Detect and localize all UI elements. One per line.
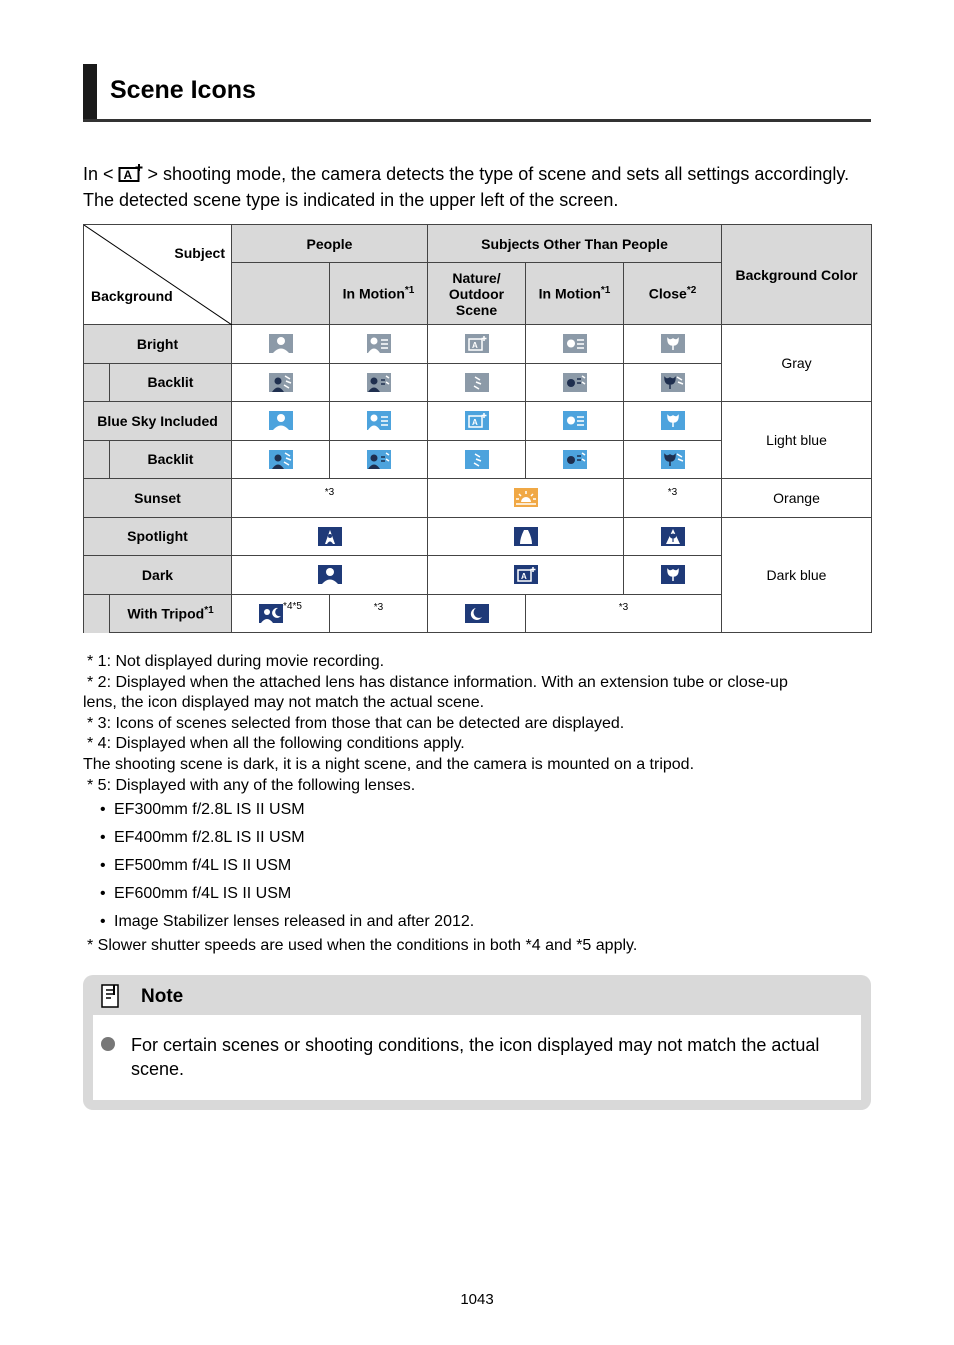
note-bullet	[101, 1037, 115, 1051]
col-people: People	[232, 225, 428, 263]
sub-other-in-motion: In Motion$^{*1}$	[526, 263, 624, 325]
footnote-4: * 4: Displayed when all the following conditions apply.	[87, 735, 465, 753]
sub-nature-outdoor: Nature/ Outdoor Scene	[428, 263, 526, 325]
portrait-dark-icon	[318, 565, 342, 584]
corner-background: Background	[91, 288, 173, 304]
footnote-1: * 1: Not displayed during movie recording.	[87, 653, 385, 670]
landscape-backlit-blue-icon	[465, 450, 489, 469]
list-item: • EF300mm f/2.8L IS II USM	[100, 801, 305, 819]
footnotes	[83, 652, 873, 957]
macro-backlit-blue-icon	[661, 450, 685, 469]
spotlight-macro-icon	[661, 527, 685, 546]
row-bright-backlit: Backlit	[110, 363, 232, 402]
bgcolor-orange: Orange	[722, 479, 872, 518]
footnote-2: * 2: Displayed when the attached lens has distance information. With an extension tube or close-up	[87, 673, 788, 691]
row-dark: Dark	[84, 556, 232, 595]
sub-people-blank	[232, 263, 330, 325]
note-title: Note	[141, 986, 184, 1007]
sub-people-in-motion: In Motion$^{*1}$	[330, 263, 428, 325]
object-motion-backlit-gray-icon	[563, 373, 587, 392]
sunset-people-cell: *3	[232, 479, 428, 518]
portrait-backlit-gray-icon	[269, 373, 293, 392]
tripod-landscape-cell	[428, 594, 526, 633]
corner-subject: Subject	[174, 245, 225, 261]
svg-text:A: A	[123, 168, 132, 182]
night-portrait-icon	[259, 604, 283, 623]
corner-header	[84, 225, 232, 325]
landscape-gray-icon	[465, 334, 489, 353]
scene-intelligent-auto-icon	[118, 163, 144, 189]
row-blue-sky: Blue Sky Included	[84, 402, 232, 441]
list-item: • EF600mm f/4L IS II USM	[100, 885, 292, 903]
portrait-motion-blue-icon	[367, 411, 391, 430]
macro-gray-icon	[661, 334, 685, 353]
object-motion-backlit-blue-icon	[563, 450, 587, 469]
row-sunset: Sunset	[84, 479, 232, 518]
object-motion-gray-icon	[563, 334, 587, 353]
intro-after: > shooting mode, the camera detects the type of scene and sets all settings accordingly. The detected scene type is indicated in the upper left of the screen.	[83, 164, 850, 210]
note-icon	[100, 984, 120, 1013]
portrait-backlit-blue-icon	[269, 450, 293, 469]
svg-text:A: A	[471, 341, 478, 351]
portrait-motion-backlit-gray-icon	[367, 373, 391, 392]
note-body	[93, 1015, 861, 1100]
bgcolor-dark-blue: Dark blue	[722, 517, 872, 633]
footnote-5: * 5: Displayed with any of the following lenses.	[87, 776, 416, 794]
list-item: • EF400mm f/2.8L IS II USM	[100, 829, 305, 847]
spotlight-portrait-icon	[318, 527, 342, 546]
heading-bar	[83, 64, 97, 119]
tripod-other-cell: *3	[526, 594, 722, 633]
footnote-slower: * Slower shutter speeds are used when the conditions in both *4 and *5 apply.	[87, 937, 638, 955]
landscape-backlit-gray-icon	[465, 373, 489, 392]
row-with-tripod: With Tripod$^{*1}$	[110, 594, 232, 633]
page-number: 1043	[460, 1291, 494, 1308]
sub-close: Close$^{*2}$	[624, 263, 722, 325]
tripod-portrait-motion-cell: *3	[330, 594, 428, 633]
bgcolor-light-blue: Light blue	[722, 402, 872, 479]
night-scene-icon	[465, 604, 489, 623]
sunset-orange-icon	[514, 488, 538, 507]
landscape-blue-icon	[465, 411, 489, 430]
page-title: Scene Icons	[110, 76, 256, 104]
sunset-close-cell: *3	[624, 479, 722, 518]
sunset-other-cell	[428, 479, 624, 518]
bgcolor-gray: Gray	[722, 325, 872, 402]
footnote-3: * 3: Icons of scenes selected from those that can be detected are displayed.	[87, 714, 625, 732]
lens-list	[83, 800, 873, 936]
scene-icons-table	[83, 224, 872, 633]
col-background-color: Background Color	[722, 225, 872, 325]
portrait-blue-icon	[269, 411, 293, 430]
svg-text:A: A	[471, 418, 478, 428]
col-other-subjects: Subjects Other Than People	[428, 225, 722, 263]
footnote-2-cont: lens, the icon displayed may not match the actual scene.	[83, 694, 485, 712]
macro-blue-icon	[661, 411, 685, 430]
portrait-gray-icon	[269, 334, 293, 353]
note-text: For certain scenes or shooting conditions, the icon displayed may not match the actual scene.	[131, 1035, 820, 1079]
footnote-4-cont: The shooting scene is dark, it is a night scene, and the camera is mounted on a tripod.	[83, 755, 695, 773]
landscape-dark-icon	[514, 565, 538, 584]
object-motion-blue-icon	[563, 411, 587, 430]
note-box	[83, 975, 871, 1110]
intro-paragraph	[83, 163, 873, 212]
svg-text:A: A	[520, 572, 527, 582]
portrait-motion-backlit-blue-icon	[367, 450, 391, 469]
list-item: • EF500mm f/4L IS II USM	[100, 857, 292, 875]
spotlight-icon	[514, 527, 538, 546]
tripod-portrait-cell: *4*5	[232, 594, 330, 633]
row-bright: Bright	[84, 325, 232, 364]
row-spotlight: Spotlight	[84, 517, 232, 556]
list-item: • Image Stabilizer lenses released in and after 2012.	[100, 913, 475, 931]
section-heading	[83, 64, 871, 122]
portrait-motion-gray-icon	[367, 334, 391, 353]
intro-before: In <	[83, 164, 114, 184]
macro-backlit-gray-icon	[661, 373, 685, 392]
macro-dark-icon	[661, 565, 685, 584]
row-blue-sky-backlit: Backlit	[110, 440, 232, 479]
